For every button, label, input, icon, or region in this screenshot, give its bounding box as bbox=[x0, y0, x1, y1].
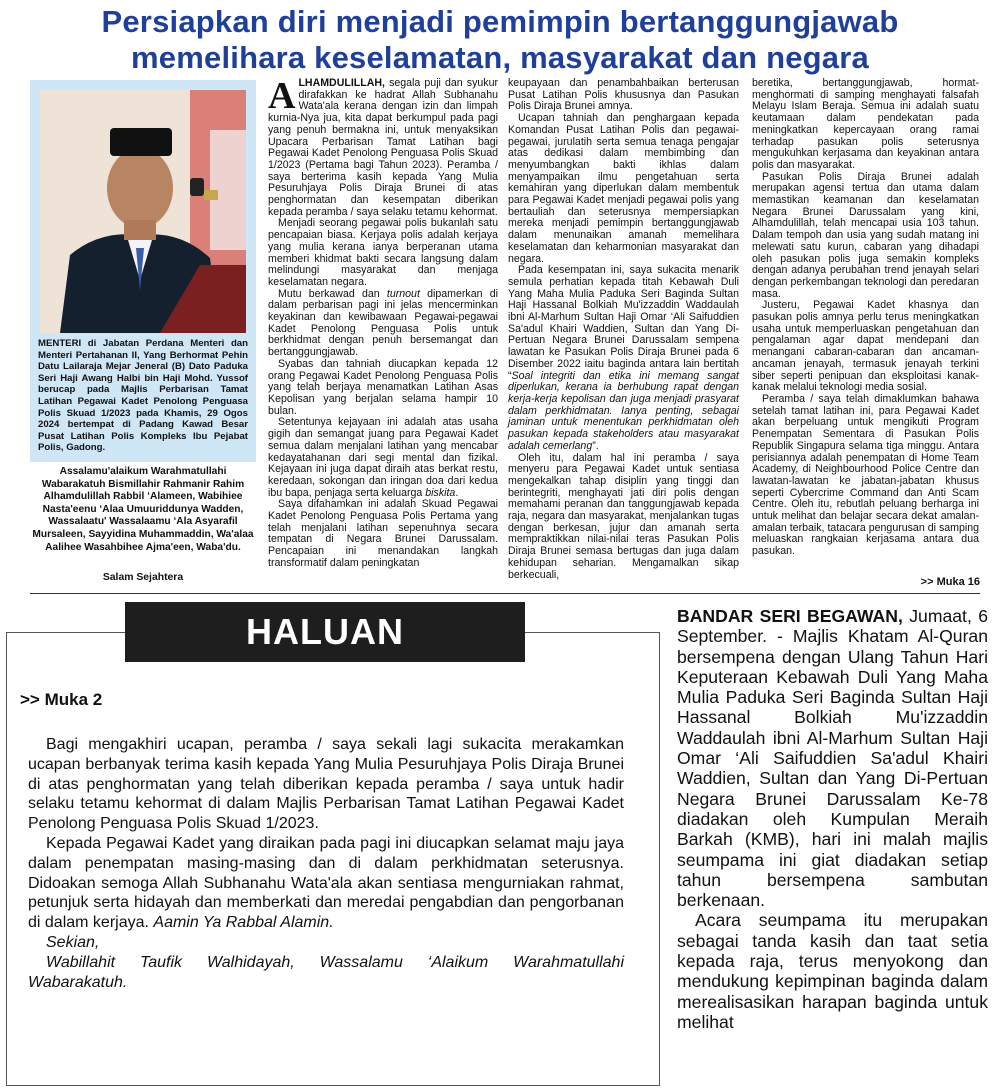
article-paragraph: Setentunya kejayaan ini adalah atas usaha gigih dan semangat juang para Pegawai Kadet semua dalam menjalani latihan yang mencabar kedayatahanan dari segi mental dan fizikal. Kejayaan ini juga dapat diraih atas berkat restu, keredaan, sokongan dan iringan doa dari kedua ibu bapa, penjaga serta keluarga biskita. bbox=[268, 416, 498, 499]
continued-from-reference: >> Muka 2 bbox=[20, 690, 103, 709]
paragraph-text: dipamerkan di dalam perbarisan pagi ini jelas mencerminkan keyakinan dan kewibawaan Pegawai-pegawai Kadet Penolong Penguasa Polis untuk berkhidmat dengan penuh bersemangat dan bertanggungjawab. bbox=[268, 287, 498, 359]
article-paragraph: Oleh itu, dalam hal ini peramba / saya menyeru para Pegawai Kadet untuk sentiasa mengekalkan tahap disiplin yang tinggi dan berintegriti, menghayati jati diri polis dengan memahami peranan dan tanggungjawab kepada raja, negara dan masyarakat, menjalankan tugas dengan berkesan, jujur dan amanah serta mempraktikkan nilai-nilai teras Pasukan Polis Diraja Brunei semasa bertugas dan juga dalam kehidupan seharian. Mengamalkan sikap berkecuali, bbox=[508, 451, 739, 581]
italic-closing: Wabillahit Taufik Walhidayah, Wassalamu ‘Alaikum Warahmatullahi Wabarakatuh. bbox=[28, 953, 624, 991]
article-column-2 bbox=[508, 78, 739, 581]
headline-line-2: memelihara keselamatan, masyarakat dan negara bbox=[131, 40, 869, 75]
article-paragraph: Saya difahamkan ini adalah Skuad Pegawai Kadet Penolong Penguasa Polis Pertama yang telah menjalani latihan sepenuhnya secara tempatan di Negara Brunei Darussalam. Pencapaian ini menandakan langkah transformatif dalam peningkatan bbox=[268, 498, 498, 569]
minister-photo bbox=[40, 90, 246, 333]
salam-sejahtera: Salam Sejahtera bbox=[102, 572, 184, 583]
article-paragraph: Pasukan Polis Diraja Brunei adalah merupakan agensi tertua dan utama dalam memastikan keamanan dan keselamatan Negara Brunei Darussalam yang kini, Alhamdulillah, telah mencapai usia 103 tahun. Dalam tempoh dan usia yang sudah matang ini melewati satu kurun, cabaran yang dihadapi oleh pasukan polis juga semakin kompleks dengan adanya perubahan trend jenayah selari dengan perkembangan teknologi dan peredaran masa. bbox=[752, 170, 979, 300]
minister-photo-illustration bbox=[40, 90, 246, 333]
haluan-paragraph: Bagi mengakhiri ucapan, peramba / saya sekali lagi sukacita merakamkan ucapan berbanyak terima kasih kepada Yang Mulia Pesuruhjaya Polis Diraja Brunei di atas penghormatan yang telah diberikan kepada peramba / saya untuk hadir selaku tetamu kehormat di dalam Majlis Perbarisan Tamat Latihan Pegawai Kadet Penolong Penguasa Polis Skuad 1/2023. bbox=[28, 736, 624, 833]
italic-term: biskita bbox=[425, 486, 456, 499]
paragraph-text: segala puji dan syukur dirafakkan ke hadrat Allah Subhanahu Wata'ala kerana dengan izin dan limpah kurnia-Nya jua, kita dapat berkumpul pada pagi yang penuh bermakna ini, untuk menyaksikan Upacara Perbarisan Tamat Latihan bagi Pegawai Kadet Penolong Penguasa Polis Skuad 1/2023 (Pertama bagi Tahun 2023). Peramba / saya berterima kasih kepada Yang Mulia Pesuruhjaya Polis Diraja Brunei di atas penghormatan dan kesempatan diberikan kepada peramba / saya selaku tetamu kehormat. bbox=[268, 77, 498, 218]
headline bbox=[10, 4, 990, 76]
article-paragraph: Peramba / saya telah dimaklumkan bahawa setelah tamat latihan ini, para Pegawai Kadet akan berpeluang untuk mengikuti Program Penempatan Sementara di Pasukan Polis Republik Singapura selama tiga minggu. Antara perisiannya adalah penempatan di Home Team Academy, di Neighbourhood Police Centre dan lawatan-lawatan ke jabatan-jabatan khusus seperti Cybercrime Command dan Anti Scam Centre. Oleh itu, rebutlah peluang berharga ini untuk melihat dan belajar secara dekat amalan-amalan terbaik, tatacara pengurusan di samping meluaskan rangkaian kerjasama antara dua pasukan. bbox=[752, 392, 979, 558]
photo-box bbox=[30, 80, 256, 462]
article-column-1 bbox=[268, 75, 498, 570]
haluan-text bbox=[28, 735, 624, 992]
article-paragraph: Justeru, Pegawai Kadet khasnya dan pasukan polis amnya perlu terus meningkatkan usaha untuk memperluaskan pengetahuan dan pengalaman agar dapat mendepani dan menangani cabaran-cabaran dan ancaman-ancaman jenayah, termasuk jenayah terkini siber seperti penipuan dan eksploitasi kanak-kanak melalui teknologi media sosial. bbox=[752, 299, 979, 394]
dateline: BANDAR SERI BEGAWAN, bbox=[677, 606, 903, 626]
caption-lead: MENTERI bbox=[38, 338, 82, 349]
italic-closing: Sekian, bbox=[46, 933, 100, 951]
article-paragraph: beretika, bertanggungjawab, hormat-menghormati di samping menghayati falsafah Melayu Islam Beraja. Semua ini adalah suatu keutamaan dalam pendekatan pada meningkatkan kepercayaan orang ramai terhadap pasukan polis seterusnya mengukuhkan kerjasama dan keyakinan antara polis dan masyarakat. bbox=[752, 77, 979, 171]
article-paragraph: Ucapan tahniah dan penghargaan kepada Komandan Pusat Latihan Polis dan pegawai-pegawai, jurulatih serta semua tenaga pengajar atas dedikasi dalam membimbing dan menyumbangkan bakti ikhlas dalam menyampaikan ilmu pengetahuan serta kemahiran yang diperlukan dalam membentuk para Pegawai Kadet menjadi pegawai polis yang bertauliah dan seterusnya mempersiapkan mereka menjadi pemimpin bertanggungjawab dalam menunaikan amanah memelihara keselamatan dan keharmonian masyarakat dan negara. bbox=[508, 112, 739, 265]
paragraph-text: Pada kesempatan ini, saya sukacita menarik semula perhatian kepada titah Kebawah Duli Yang Maha Mulia Paduka Seri Baginda Sultan Haji Hassanal Bolkiah Mu'izzaddin Waddaulah ibni Al-Marhum Sultan Haji Omar ‘Ali Saifuddien Sa'adul Khairi Waddien, Sultan dan Yang Di-Pertuan Negara Brunei Darussalam sempena lawatan ke Pasukan Polis Diraja Brunei pada 6 Disember 2022 iaitu baginda antara lain bertitah “ bbox=[508, 264, 739, 382]
article-paragraph: Menjadi seorang pegawai polis bukanlah satu pencapaian biasa. Kerjaya polis adalah kerjaya yang mulia kerana ianya berperanan utama memberi khidmat bakti secara langsung dalam melindungi masyarakat dan menjaga keselamatan negara. bbox=[268, 217, 498, 288]
italic-term: turnout bbox=[386, 287, 420, 300]
photo-caption bbox=[38, 338, 248, 454]
haluan-paragraph bbox=[28, 933, 624, 953]
italic-prayer: Aamin Ya Rabbal Alamin. bbox=[153, 914, 334, 932]
caption-text: di Jabatan Perdana Menteri dan Menteri Pertahanan II, Yang Berhormat Pehin Datu Lailaraja Mejar Jeneral (B) Dato Paduka Seri Haji Awang Halbi bin Haji Mohd. Yussof berucap pada Majlis Perbarisan Tamat Latihan Pegawai Kadet Penolong Penguasa Polis Skuad 1/2023 pada Khamis, 29 Ogos 2024 bertempat di Padang Kawad Besar Pusat Latihan Polis Kompleks Ibu Pejabat Polis, Gadong. bbox=[38, 338, 248, 454]
section-divider bbox=[30, 593, 980, 594]
article-paragraph bbox=[268, 75, 498, 218]
article-paragraph: Syabas dan tahniah diucapkan kepada 12 orang Pegawai Kadet Penolong Penguasa Polis yang telah berjaya menamatkan Latihan Asas Kepolisan yang berjalan selama hampir 10 bulan. bbox=[268, 357, 498, 417]
haluan-paragraph bbox=[28, 953, 624, 993]
article-column-3 bbox=[752, 78, 979, 558]
right-story bbox=[677, 606, 988, 1032]
haluan-paragraph bbox=[28, 834, 624, 933]
story-paragraph: Acara seumpama itu merupakan sebagai tanda kasih dan taat setia kepada raja, terus menyokong dan mendukung kepimpinan baginda dalam merealisasikan harapan baginda untuk melihat bbox=[677, 910, 988, 1032]
paragraph-text: ”. bbox=[592, 439, 599, 452]
headline-line-1: Persiapkan diri menjadi pemimpin bertanggungjawab bbox=[101, 4, 899, 39]
royal-titah-quote: Soal integriti dan etika ini memang sangat diperlukan, kerana ia berhubung rapat dengan kerja-kerja kepolisan dan juga menjadi prasyarat dalam perkhidmatan. Ianya penting, sebagai jaminan untuk menentukan perkhidmatan oleh pasukan kepada stakeholders atau masyarakat adalah cemerlang bbox=[508, 369, 739, 452]
article-paragraph bbox=[508, 265, 739, 452]
opening-greeting: Assalamu'alaikum Warahmatullahi Wabarakatuh Bismillahir Rahmanir Rahim Alhamdulillah Rabbil ‘Alameen, Wabihiee Nasta'eenu ‘Alaa Umuuriddunya Wadden, Wassalaatu' Wassalaamu ‘Ala Asyarafil Mursaleen, Sayyidina Muhammaddin, Wa'alaa Aalihee Wasahbihee Ajma'een, Waba'du. bbox=[32, 466, 254, 553]
paragraph-text: Kepada Pegawai Kadet yang diraikan pada pagi ini diucapkan selamat maju jaya dalam penempatan masing-masing dan di dalam perkhidmatan seterusnya. Didoakan semoga Allah Subhanahu Wata'ala akan sentiasa mengurniakan rahmat, petunjuk serta hidayah dan memberkati dan meredai pengabdian dan pengorbanan di dalam kerjaya. bbox=[28, 834, 624, 932]
drop-cap: A bbox=[268, 75, 296, 117]
haluan-title: HALUAN bbox=[125, 602, 525, 662]
paragraph-text: Mutu berkawad dan bbox=[278, 287, 380, 300]
article-paragraph bbox=[268, 289, 498, 359]
continued-page-reference: >> Muka 16 bbox=[920, 576, 980, 588]
article-paragraph: keupayaan dan penambahbaikan berterusan Pusat Latihan Polis khususnya dan Pasukan Polis Diraja Brunei amnya. bbox=[508, 77, 739, 113]
paragraph-text: Jumaat, 6 September. - Majlis Khatam Al-Quran bersempena dengan Ulang Tahun Hari Keputeraan Kebawah Duli Yang Maha Mulia Paduka Seri Baginda Sultan Haji Hassanal Bolkiah Mu'izzaddin Waddaulah ibni Al-Marhum Sultan Haji Omar ‘Ali Saifuddien Sa'adul Khairi Waddien, Sultan dan Yang Di-Pertuan Negara Brunei Darussalam Ke-78 diadakan oleh Kumpulan Meraih Barkah (KMB), hari ini malah majlis seumpama ini giat diadakan setiap tahun bersempena sambutan berkenaan. bbox=[677, 606, 988, 911]
paragraph-text: Setentunya kejayaan ini adalah atas usaha gigih dan semangat juang para Pegawai Kadet semua dalam menjalani latihan yang mencabar kedayatahanan dari segi mental dan fizikal. Kejayaan ini juga dapat diraih atas berkat restu, keredaan, sokongan dan iringan doa dari kedua ibu bapa, penjaga serta keluarga bbox=[268, 416, 498, 499]
story-paragraph bbox=[677, 606, 988, 910]
lead-word: LHAMDULILLAH, bbox=[298, 77, 385, 89]
